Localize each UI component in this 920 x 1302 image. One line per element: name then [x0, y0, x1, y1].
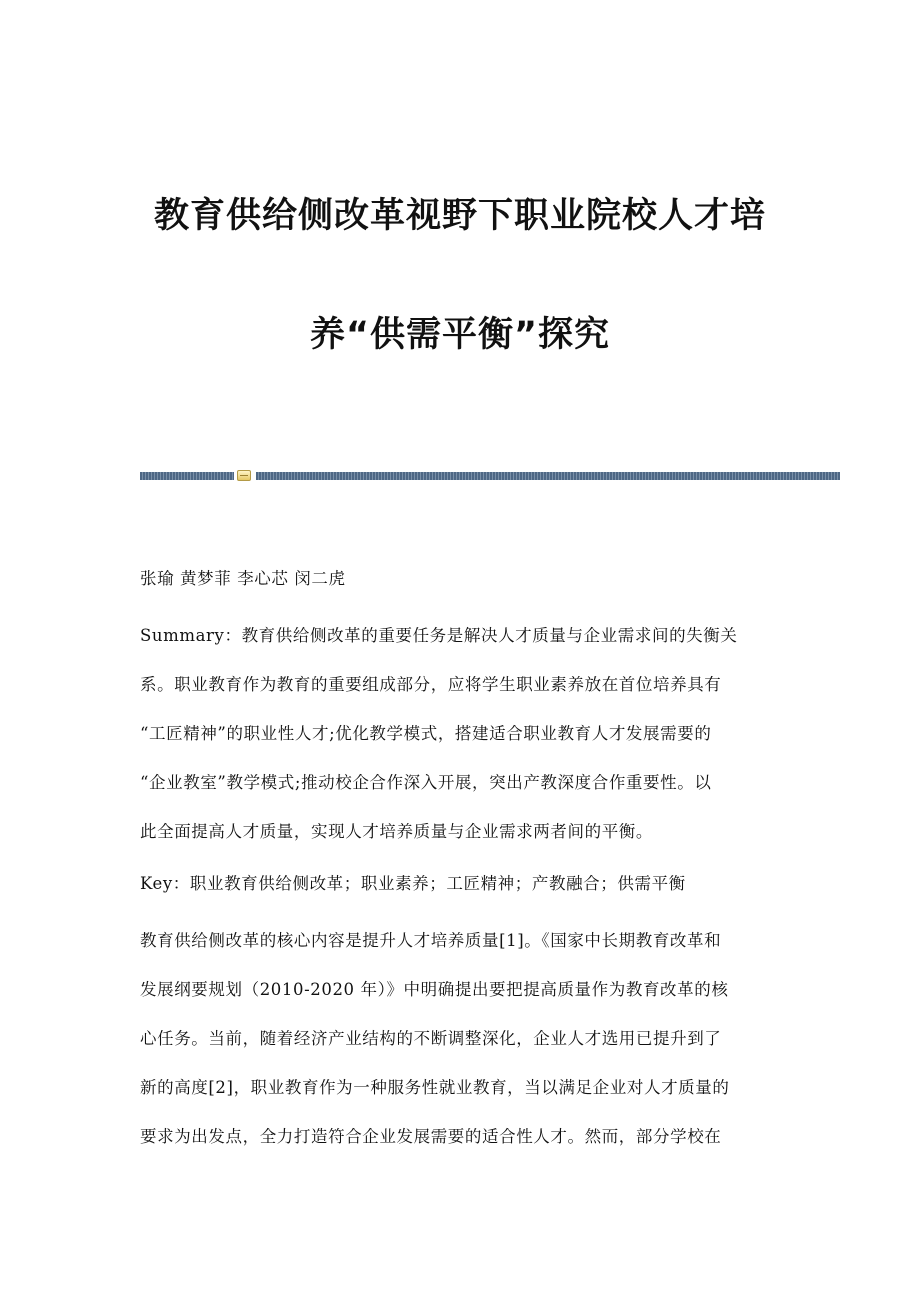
divider-bar-right: [256, 472, 840, 480]
authors-line: 张瑜 黄梦菲 李心芯 闵二虎: [140, 569, 346, 588]
summary-line: 此全面提高人才质量，实现人才培养质量与企业需求两者间的平衡。: [140, 822, 653, 841]
summary-line: Summary：教育供给侧改革的重要任务是解决人才质量与企业需求间的失衡关: [140, 626, 738, 645]
summary-line: “工匠精神”的职业性人才;优化教学模式，搭建适合职业教育人才发展需要的: [140, 724, 712, 743]
document-title-line-1: 教育供给侧改革视野下职业院校人才培: [153, 196, 766, 236]
body-paragraph-line: 新的高度[2]，职业教育作为一种服务性就业教育，当以满足企业对人才质量的: [140, 1078, 730, 1097]
body-paragraph-line: 要求为出发点，全力打造符合企业发展需要的适合性人才。然而，部分学校在: [140, 1127, 722, 1146]
divider-ornament-icon: [237, 470, 251, 481]
summary-line: 系。职业教育作为教育的重要组成部分，应将学生职业素养放在首位培养具有: [140, 675, 722, 694]
keywords-line: Key：职业教育供给侧改革；职业素养；工匠精神；产教融合；供需平衡: [140, 874, 686, 893]
divider-bar-left: [140, 472, 234, 480]
body-paragraph-line: 心任务。当前，随着经济产业结构的不断调整深化，企业人才选用已提升到了: [140, 1029, 722, 1048]
body-paragraph-line: 发展纲要规划（2010-2020 年）》中明确提出要把提高质量作为教育改革的核: [140, 980, 729, 999]
summary-line: “企业教室”教学模式;推动校企合作深入开展，突出产教深度合作重要性。以: [140, 773, 712, 792]
document-title-line-2: 养“供需平衡”探究: [309, 315, 610, 355]
title-divider: [140, 472, 840, 480]
body-paragraph-line: 教育供给侧改革的核心内容是提升人才培养质量[1]。《国家中长期教育改革和: [140, 931, 722, 950]
